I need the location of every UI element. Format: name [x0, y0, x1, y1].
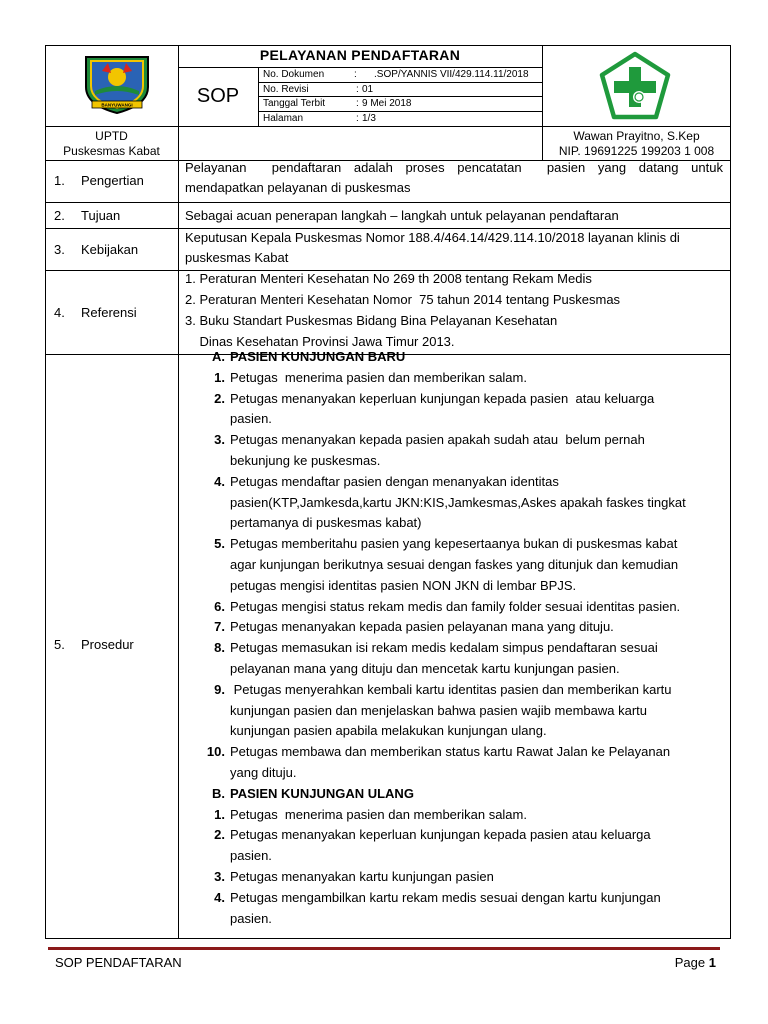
- document-title: PELAYANAN PENDAFTARAN: [259, 47, 461, 63]
- step-text: agar kunjungan berikutnya sesuai dengan faskes yang ditunjuk dan kemudian: [230, 557, 679, 572]
- footer-doc-name: SOP PENDAFTARAN: [55, 955, 182, 970]
- step-number: 3.: [214, 869, 225, 884]
- meta-value: 01: [362, 84, 374, 95]
- footer-rule: [48, 947, 720, 950]
- banyuwangi-crest-logo: [80, 51, 154, 115]
- step-text: pasien.: [230, 910, 272, 926]
- step-number: 4.: [214, 889, 225, 905]
- step-text: Petugas menanyakan kartu kunjungan pasien: [230, 869, 494, 884]
- section-text-line: puskesmas Kabat: [185, 250, 289, 265]
- puskesmas-logo: [598, 51, 672, 121]
- step-number: 8.: [214, 640, 225, 656]
- section-text-line: Keputusan Kepala Puskesmas Nomor 188.4/464.14/429.114.10/2018 layanan klinis di: [185, 230, 680, 245]
- step-text: petugas mengisi identitas pasien NON JKN di lembar BPJS.: [230, 577, 577, 593]
- group-letter: B.: [212, 785, 225, 801]
- signer-name: Wawan Prayitno, S.Kep: [573, 129, 700, 143]
- step-number: 1.: [214, 806, 225, 822]
- step-number: 2.: [214, 827, 225, 843]
- reference-line: 2. Peraturan Menteri Kesehatan Nomor 75 tahun 2014 tentang Puskesmas: [185, 292, 621, 307]
- meta-sep: :: [356, 98, 359, 109]
- step-text: Petugas memasukan isi rekam medis kedalam simpus pendaftaran sesuai: [230, 640, 658, 656]
- step-text: Petugas menanyakan keperluan kunjungan kepada pasien atau keluarga: [230, 390, 655, 406]
- step-text: pasien(KTP,Jamkesda,kartu JKN:KIS,Jamkesmas,Askes apakah faskes tingkat: [230, 494, 686, 510]
- meta-label: No. Revisi: [263, 84, 309, 95]
- step-text: Petugas menerima pasien dan memberikan salam.: [230, 806, 527, 822]
- section-number: 2.: [54, 208, 65, 223]
- signer-nip: NIP. 19691225 199203 1 008: [558, 144, 715, 158]
- meta-value: 9 Mei 2018: [362, 98, 412, 109]
- crest-motto: BANYUWANGI: [101, 102, 133, 108]
- step-number: 2.: [214, 390, 225, 406]
- section-text-line: mendapatkan pelayanan di puskesmas: [185, 180, 411, 195]
- section-number: 4.: [54, 305, 65, 320]
- step-number: 1.: [214, 369, 225, 385]
- meta-value: .SOP/YANNIS VII/429.114.11/2018: [374, 69, 529, 80]
- step-text: Petugas menerima pasien dan memberikan salam.: [230, 369, 527, 385]
- step-text: Petugas menanyakan keperluan kunjungan kepada pasien atau keluarga: [230, 827, 651, 843]
- reference-line: Dinas Kesehatan Provinsi Jawa Timur 2013.: [185, 334, 455, 349]
- section-label: Tujuan: [81, 208, 121, 223]
- footer-page: [675, 956, 716, 969]
- sop-label: SOP: [196, 85, 240, 107]
- procedure-list: [203, 350, 723, 935]
- group-title: PASIEN KUNJUNGAN ULANG: [230, 785, 414, 801]
- meta-label: No. Dokumen: [263, 69, 325, 80]
- step-number: 7.: [214, 619, 225, 635]
- section-label: Referensi: [81, 305, 137, 320]
- step-text: Petugas menanyakan kepada pasien apakah sudah atau belum pernah: [230, 432, 645, 448]
- step-number: 10.: [206, 744, 225, 760]
- step-text: pelayanan mana yang dituju dan mencetak kartu kunjungan pasien.: [230, 661, 620, 676]
- step-number: 6.: [214, 598, 225, 614]
- footer-page-label: Page: [674, 955, 706, 970]
- section-number: 1.: [54, 173, 65, 188]
- meta-sep: :: [356, 84, 359, 95]
- step-text: kunjungan pasien dan menjelaskan bahwa pasien wajib membawa kartu: [230, 702, 647, 718]
- step-text: Petugas menanyakan kepada pasien pelayanan mana yang dituju.: [230, 619, 614, 635]
- reference-line: 3. Buku Standart Puskesmas Bidang Bina Pelayanan Kesehatan: [185, 313, 558, 328]
- org-line-2: Puskesmas Kabat: [63, 144, 160, 158]
- footer-page-number: 1: [708, 955, 716, 970]
- section-text-line: Sebagai acuan penerapan langkah – langkah untuk pelayanan pendaftaran: [185, 208, 619, 223]
- section-label: Prosedur: [81, 637, 134, 652]
- meta-label: Tanggal Terbit: [263, 98, 326, 109]
- section-number: 3.: [54, 242, 65, 257]
- step-text: pertamanya di puskesmas kabat): [230, 515, 422, 531]
- step-text: Petugas mengambilkan kartu rekam medis sesuai dengan kartu kunjungan: [230, 889, 661, 905]
- group-letter: A.: [212, 350, 225, 364]
- step-number: 5.: [214, 536, 225, 552]
- meta-sep: :: [354, 69, 357, 80]
- meta-sep: :: [356, 113, 359, 124]
- org-line-1: UPTD: [95, 129, 128, 143]
- step-text: Petugas menyerahkan kembali kartu identitas pasien dan memberikan kartu: [230, 681, 672, 697]
- step-text: Petugas memberitahu pasien yang kepesertaanya bukan di puskesmas kabat: [230, 536, 678, 552]
- step-text: Petugas mendaftar pasien dengan menanyakan identitas: [230, 473, 559, 489]
- step-number: 9.: [214, 681, 225, 697]
- section-number: 5.: [54, 637, 65, 652]
- section-label: Kebijakan: [81, 242, 139, 257]
- step-text: pasien.: [230, 848, 272, 864]
- step-text: pasien.: [230, 411, 272, 427]
- reference-line: 1. Peraturan Menteri Kesehatan No 269 th 2008 tentang Rekam Medis: [185, 271, 592, 286]
- section-label: Pengertian: [81, 173, 144, 188]
- step-number: 4.: [214, 473, 225, 489]
- meta-label: Halaman: [263, 113, 304, 124]
- step-number: 3.: [214, 432, 225, 448]
- step-text: kunjungan pasien apabila melakukan kunjungan ulang.: [230, 723, 547, 739]
- meta-value: 1/3: [362, 113, 376, 124]
- step-text: Petugas mengisi status rekam medis dan family folder sesuai identitas pasien.: [230, 598, 681, 614]
- group-title: PASIEN KUNJUNGAN BARU: [230, 350, 406, 364]
- section-text-line: Pelayanan pendaftaran adalah proses pencatatan pasien yang datang untuk: [185, 160, 723, 175]
- step-text: Petugas membawa dan memberikan status kartu Rawat Jalan ke Pelayanan: [230, 744, 671, 760]
- step-text: bekunjung ke puskesmas.: [230, 453, 381, 468]
- step-text: yang dituju.: [230, 765, 297, 780]
